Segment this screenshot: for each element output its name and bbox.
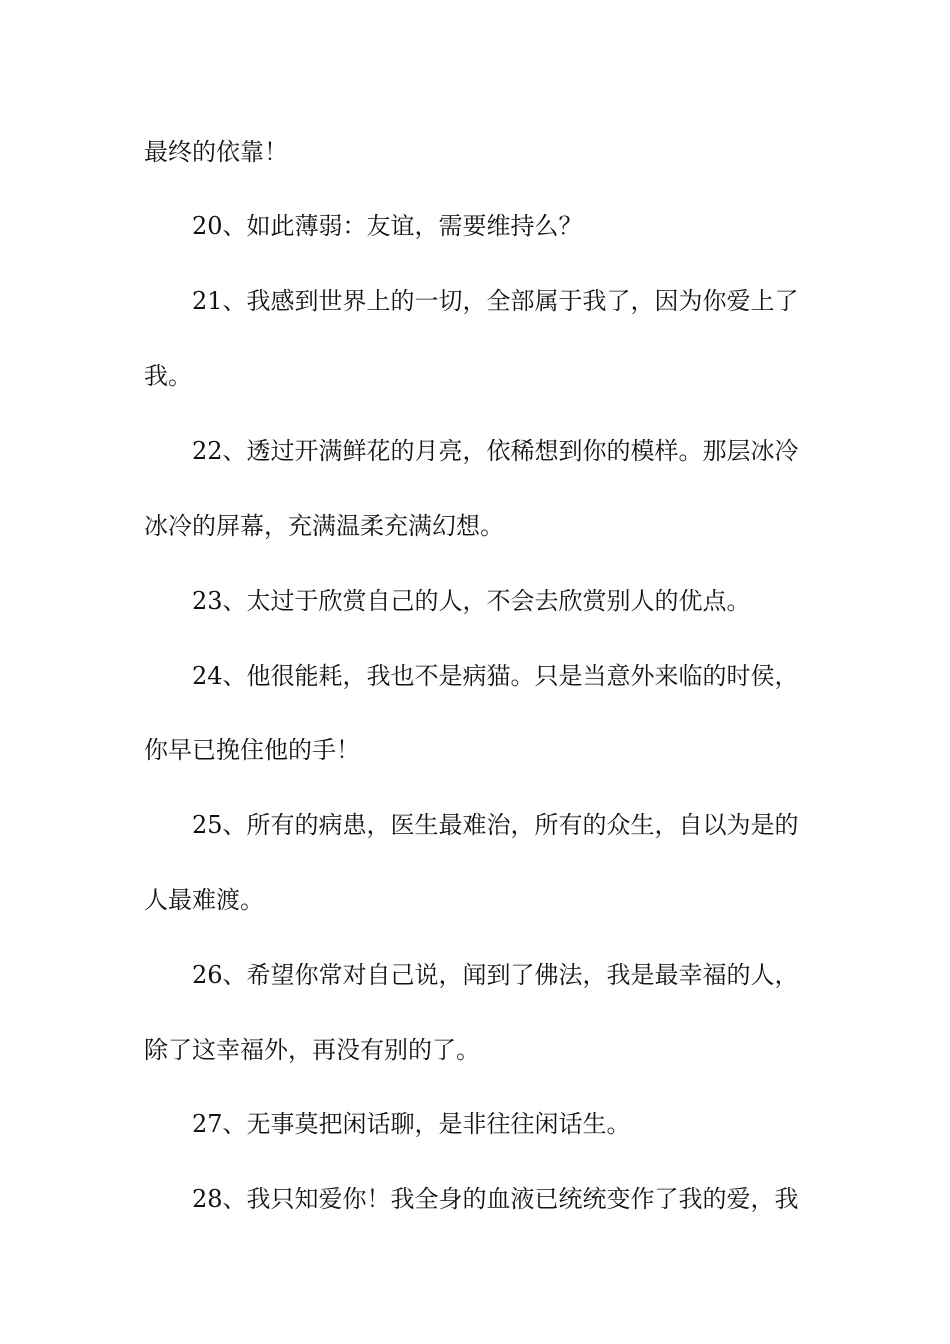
text-line-7: 23、太过于欣赏自己的人，不会去欣赏别人的优点。 bbox=[192, 587, 751, 615]
text-line-5: 22、透过开满鲜花的月亮，依稀想到你的模样。那层冰冷 bbox=[192, 437, 799, 465]
text-line-1: 最终的依靠！ bbox=[144, 138, 288, 166]
text-line-11: 人最难渡。 bbox=[144, 886, 264, 914]
text-line-4: 我。 bbox=[144, 362, 192, 390]
text-line-12: 26、希望你常对自己说，闻到了佛法，我是最幸福的人， bbox=[192, 961, 799, 989]
text-line-2: 20、如此薄弱：友谊，需要维持么？ bbox=[192, 212, 583, 240]
text-line-15: 28、我只知爱你！我全身的血液已统统变作了我的爱，我 bbox=[192, 1185, 799, 1213]
text-line-14: 27、无事莫把闲话聊，是非往往闲话生。 bbox=[192, 1110, 631, 1138]
text-line-13: 除了这幸福外，再没有别的了。 bbox=[144, 1036, 480, 1064]
text-line-6: 冰冷的屏幕，充满温柔充满幻想。 bbox=[144, 512, 504, 540]
text-line-8: 24、他很能耗，我也不是病猫。只是当意外来临的时侯， bbox=[192, 662, 799, 690]
text-line-10: 25、所有的病患，医生最难治，所有的众生，自以为是的 bbox=[192, 811, 799, 839]
text-line-3: 21、我感到世界上的一切，全部属于我了，因为你爱上了 bbox=[192, 287, 799, 315]
text-line-9: 你早已挽住他的手！ bbox=[144, 736, 360, 764]
